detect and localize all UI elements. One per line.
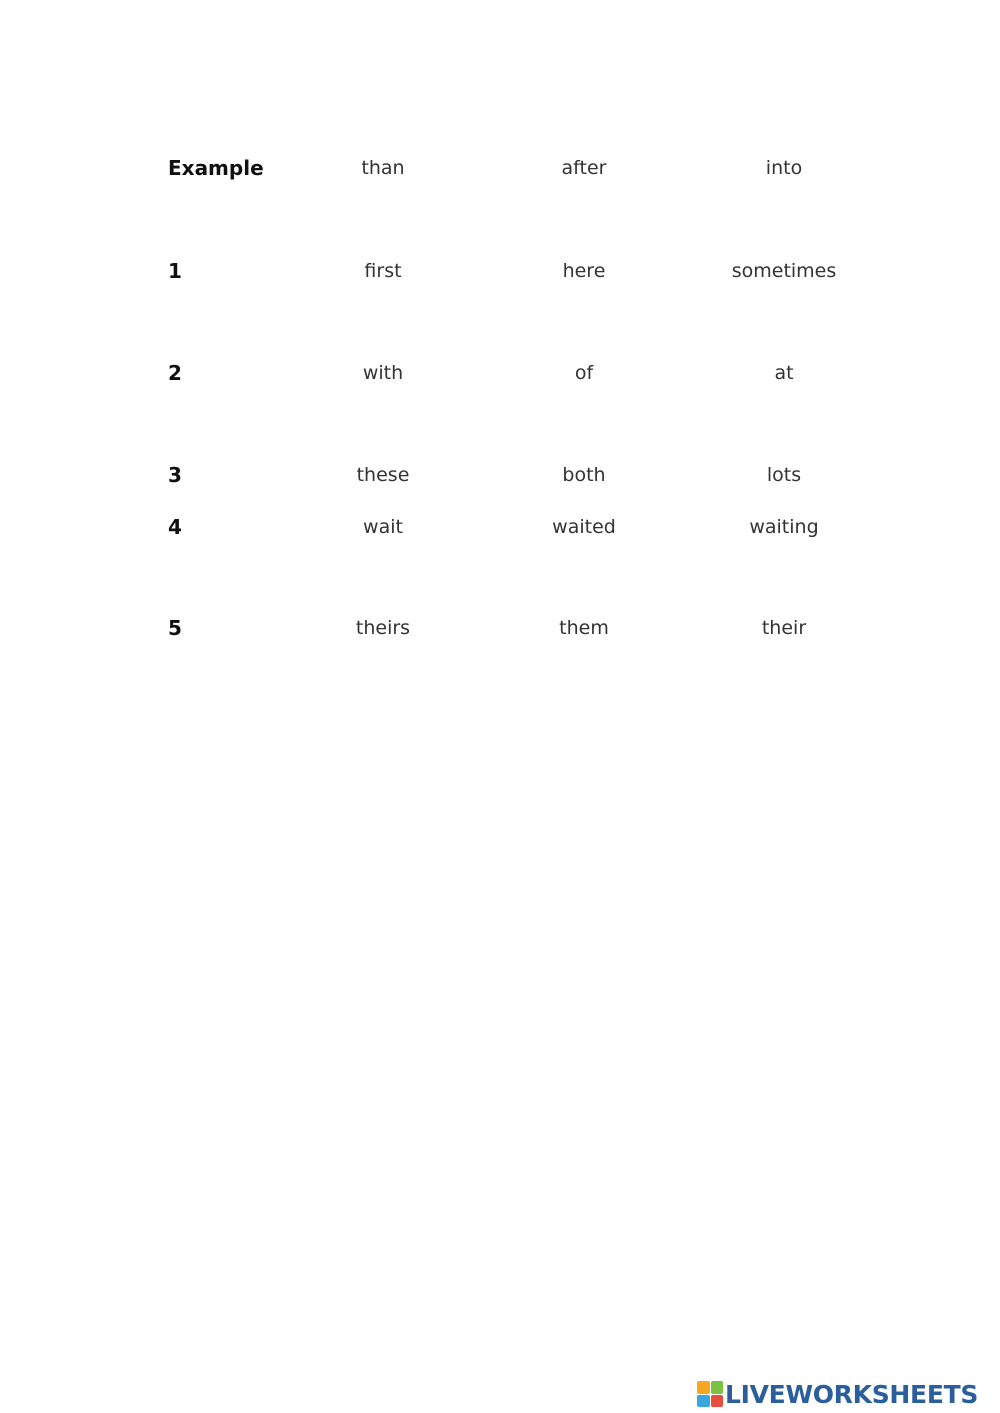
word-option[interactable]: into — [765, 157, 803, 179]
row-label: 1 — [168, 259, 182, 283]
word-option[interactable]: lots — [766, 464, 802, 486]
row-label: Example — [168, 156, 264, 180]
row-label: 3 — [168, 463, 182, 487]
logo-square-orange — [697, 1381, 710, 1394]
question-row-4 — [0, 507, 1000, 547]
question-row-3 — [0, 455, 1000, 495]
word-option[interactable]: of — [574, 362, 594, 384]
word-option[interactable]: with — [362, 362, 404, 384]
word-option[interactable]: theirs — [355, 617, 411, 639]
question-row-5 — [0, 608, 1000, 648]
word-option[interactable]: their — [761, 617, 807, 639]
word-option[interactable]: than — [361, 157, 405, 179]
liveworksheets-logo-icon — [697, 1381, 723, 1407]
liveworksheets-watermark — [697, 1377, 978, 1411]
question-row-1 — [0, 251, 1000, 291]
example-row — [0, 148, 1000, 188]
word-option[interactable]: both — [562, 464, 606, 486]
logo-square-red — [711, 1395, 724, 1408]
word-option[interactable]: at — [774, 362, 794, 384]
question-row-2 — [0, 353, 1000, 393]
row-label: 2 — [168, 361, 182, 385]
logo-square-blue — [697, 1395, 710, 1408]
word-option[interactable]: wait — [363, 516, 403, 538]
watermark-text: LIVEWORKSHEETS — [725, 1379, 979, 1409]
word-option[interactable]: first — [364, 260, 402, 282]
logo-square-green — [711, 1381, 724, 1394]
row-label: 4 — [168, 515, 182, 539]
word-option[interactable]: waiting — [749, 516, 819, 538]
word-option[interactable]: sometimes — [731, 260, 837, 282]
row-label: 5 — [168, 616, 182, 640]
word-option[interactable]: here — [562, 260, 606, 282]
word-option[interactable]: after — [561, 157, 607, 179]
word-option[interactable]: these — [356, 464, 410, 486]
word-option[interactable]: them — [559, 617, 609, 639]
word-option[interactable]: waited — [552, 516, 616, 538]
